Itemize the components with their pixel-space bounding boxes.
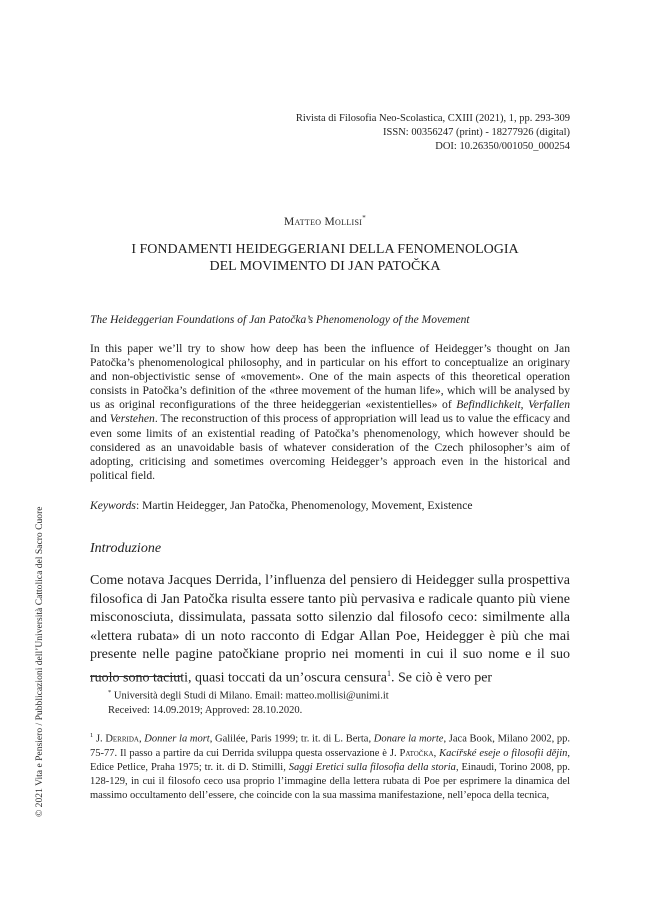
body-text-tail: . Se ciò è vero per	[391, 670, 493, 686]
abstract	[90, 342, 570, 483]
footnote-1-text: J.	[95, 733, 106, 745]
footnote-1-number: 1	[90, 732, 94, 739]
journal-citation: Rivista di Filosofia Neo-Scolastica, CXIII (2021), 1, pp. 293-309	[295, 113, 570, 124]
keywords-label: Keywords	[90, 499, 136, 512]
doi-line: DOI: 10.26350/001050_000254	[435, 141, 570, 152]
footnote-reference: 1	[387, 668, 392, 678]
issn-line: ISSN: 00356247 (print) - 18277926 (digital)	[383, 127, 570, 138]
footnote-divider	[90, 676, 182, 677]
footnote-1-text: , Galilée, Paris 1999; tr. it. di L. Berta,	[209, 733, 374, 745]
body-paragraph	[90, 572, 570, 688]
footnote-1-author-patocka: Patočka	[399, 747, 434, 759]
english-title: The Heideggerian Foundations of Jan Patočka’s Phenomenology of the Movement	[90, 314, 470, 326]
footnote-1-text: ,	[433, 747, 440, 759]
title-line-1: I FONDAMENTI HEIDEGGERIANI DELLA FENOMENOLOGIA	[131, 242, 519, 257]
author-footnote	[108, 686, 570, 718]
abstract-term-verstehen: Verstehen	[109, 412, 155, 426]
section-heading: Introduzione	[90, 541, 162, 556]
abstract-part-2: . The reconstruction of this process of appropriation will lead us to value the efficacy and even some limits of an existential reading of Patočka’s phenomenology, which however should be considered as an unavoidable basis of whatever consideration of the Czech philosopher’s aim of adopting, criticising and sometimes overcoming Heidegger’s approach even in the historical and political field.	[90, 412, 570, 482]
footnote-1-text: , Edice Petlice, Praha 1975; tr. it. di D. Stimilli,	[90, 747, 571, 773]
keywords-list: Martin Heidegger, Jan Patočka, Phenomenology, Movement, Existence	[142, 499, 473, 512]
footnote-1-author-derrida: Derrida	[105, 733, 139, 745]
footnote-1-title-saggi: Saggi Eretici sulla filosofia della storia	[288, 761, 456, 773]
author-affiliation: Università degli Studi di Milano. Email: matteo.mollisi@unimi.it	[113, 690, 389, 702]
footnote-1-text: , Jaca Book, Milano 2002, pp. 75-77. Il passo a partire da cui Derrida sviluppa questa osservazione è J.	[90, 733, 571, 759]
abstract-part-1: In this paper we’ll try to show how deep has been the influence of Heidegger’s thought on Jan Patočka’s phenomenological philosophy, and in particular on his effort to conceptualize an originary and non-objectivistic sense of «movement». One of the main aspects of this theoretical operation consists in Patočka’s definition of the «three movement of the human life», which will be analysed by us as original reconfigurations of the three heideggerian «existentielles» of	[90, 342, 570, 412]
author-footnote-symbol: *	[108, 689, 112, 696]
body-text: Come notava Jacques Derrida, l’influenza del pensiero di Heidegger sulla prospettiva filosofica di Jan Patočka risulta essere tanto più pervasiva e radicale quanto più viene misconosciuta, dissimulata, passata sotto silenzio dal filosofo ceco: similmente alla «lettera rubata» di un noto racconto di Edgar Allan Poe, Heidegger è più che mai presente nelle pagine patočkiane proprio nei momenti in cui il suo nome e il suo ruolo sono taciuti, quasi toccati da un’oscura censura	[90, 573, 570, 686]
abstract-term-befindlichkeit: Befindlichkeit	[456, 398, 521, 412]
article-title	[0, 241, 650, 275]
footnote-1-text: ,	[138, 733, 145, 745]
footnote-1-title-donner: Donner la mort	[144, 733, 210, 745]
author-footnote-marker: *	[362, 214, 366, 222]
title-line-2: DEL MOVIMENTO DI JAN PATOČKA	[209, 259, 441, 274]
received-approved-dates: Received: 14.09.2019; Approved: 28.10.2020.	[108, 704, 303, 716]
abstract-separator-1: ,	[520, 398, 529, 412]
keywords-colon: :	[135, 499, 143, 512]
author-name-text: Matteo Mollisi	[284, 215, 363, 228]
footnote-1	[90, 729, 570, 803]
copyright-side-note: © 2021 Vita e Pensiero / Pubblicazioni dell’Università Cattolica del Sacro Cuore	[34, 506, 45, 817]
keywords	[90, 499, 570, 513]
author-name	[0, 214, 650, 228]
abstract-term-verfallen: Verfallen	[528, 398, 570, 412]
author-affiliation-line	[108, 686, 570, 704]
journal-header	[296, 112, 570, 154]
footnote-1-text: , Einaudi, Torino 2008, pp. 128-129, in cui il filosofo ceco usa proprio l’immagine della lettera rubata di Poe per esprimere la dinamica del massimo occultamento dell’essere, che coincide con la sua massima manifestazione, nell’epoca della tecnica,	[90, 761, 570, 801]
footnote-1-title-donare: Donare la morte	[373, 733, 444, 745]
abstract-separator-2: and	[90, 412, 110, 426]
footnote-1-title-kacirske: Kacířské eseje o filosofii dějin	[439, 747, 568, 759]
